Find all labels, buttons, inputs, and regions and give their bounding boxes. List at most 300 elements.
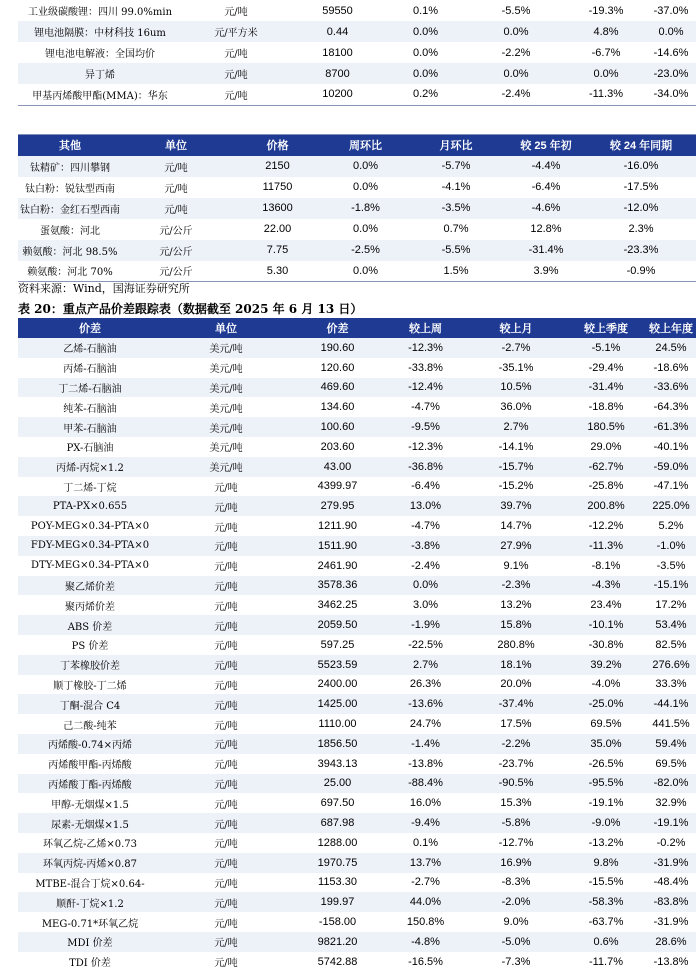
table-cell: 24.5% [655, 341, 687, 354]
table-cell: -13.8% [653, 955, 689, 968]
table-cell: -47.1% [653, 480, 689, 493]
table-cell: -8.1% [591, 559, 621, 572]
table-cell: -1.0% [656, 539, 686, 552]
table-cell: 元/吨 [214, 918, 238, 930]
table-cell: 225.0% [652, 500, 690, 513]
table-cell: 0.2% [385, 84, 466, 105]
table-cell: 美元/吨 [209, 423, 243, 435]
table-cell: 180.5% [587, 421, 625, 434]
table-cell: 0.0% [412, 67, 439, 80]
table-cell: 丙烯-石脑油 [63, 364, 117, 376]
table2-header-row [18, 135, 696, 156]
table-cell: 59.4% [655, 737, 687, 750]
table-cell: 190.60 [320, 341, 355, 354]
table-cell: 27.9% [500, 539, 532, 552]
table-cell: -31.9% [653, 916, 689, 928]
table2-header-cell: 较 24 年同期 [586, 135, 696, 156]
table-cell: 150.8% [406, 916, 445, 928]
table-row [18, 240, 696, 261]
table-row [18, 833, 696, 853]
table-cell: -25.8% [588, 480, 624, 493]
table2-header-cell: 较 25 年初 [506, 135, 586, 156]
table-cell: 4.8% [593, 25, 619, 38]
table-caption: 表 20：重点产品价差跟踪表（数据截至 2025 年 6 月 13 日） [18, 302, 363, 316]
table-cell: -3.5% [441, 202, 471, 214]
table-cell: -4.4% [531, 160, 561, 172]
table-cell: 纯苯-石脑油 [63, 403, 117, 415]
table-cell: 13.2% [500, 599, 532, 612]
table-cell: -13.8% [408, 757, 443, 770]
table-cell: 顺丁橡胶-丁二烯 [53, 680, 127, 692]
table-cell: 元/吨 [214, 878, 238, 890]
table-cell: 69.5% [590, 718, 622, 731]
table-row [18, 198, 696, 219]
table-cell: -12.4% [408, 381, 443, 394]
table3-header-cell: 较上季度 [566, 318, 646, 338]
table3-header-cell: 较上月 [466, 318, 566, 338]
table-cell: 5523.59 [317, 658, 358, 671]
table-cell: 29.0% [590, 440, 622, 453]
table-cell: 15.3% [500, 797, 532, 810]
table-cell: -1.4% [411, 737, 440, 750]
table-cell: 环氧丙烷-丙烯×0.87 [42, 859, 138, 871]
table-cell: 16.9% [500, 856, 532, 869]
table-cell: -30.8% [588, 638, 624, 651]
table-row [18, 556, 696, 576]
table-cell: 1856.50 [317, 737, 358, 750]
table-cell: 元/吨 [224, 49, 248, 60]
table-cell: -5.5% [501, 4, 531, 17]
table-cell: 0.1% [412, 4, 439, 17]
table-row [18, 873, 696, 893]
table-cell: -3.8% [411, 539, 440, 552]
table-row [18, 714, 696, 734]
table-cell: -7.3% [501, 955, 531, 968]
table-cell: 元/吨 [214, 502, 238, 514]
table-cell: -83.8% [653, 896, 689, 909]
table-cell: PTA-PX×0.655 [52, 500, 128, 512]
table-cell: -15.1% [653, 579, 689, 592]
table-cell: 元/吨 [164, 204, 188, 216]
table-cell: 丙烯酸丁酯-丙烯酸 [48, 779, 132, 791]
table-cell: 1511.90 [318, 539, 357, 552]
table-cell: 元/平方米 [214, 28, 258, 39]
table-cell: -35.1% [498, 361, 534, 374]
table-cell: -4.6% [531, 202, 561, 214]
table-cell: 丁酮-混合 C4 [59, 700, 121, 712]
table-cell: -2.7% [501, 341, 531, 354]
table-cell: 锂电池隔膜：中材科技 16um [34, 28, 166, 39]
table-cell: 0.0% [352, 223, 379, 235]
table-cell: -6.4% [411, 480, 440, 493]
table-cell: 5.30 [230, 261, 325, 282]
table-cell: 18.1% [500, 658, 532, 671]
table-cell: 聚乙烯价差 [65, 581, 115, 593]
table-cell: 1211.90 [318, 520, 357, 533]
table-row [18, 378, 696, 398]
table-cell: 赖氨酸：河北 70% [18, 261, 122, 282]
table-cell: 13.7% [409, 856, 442, 869]
table-row [18, 496, 696, 516]
table-cell: 36.0% [500, 401, 532, 414]
table-cell: 17.5% [500, 718, 532, 731]
table-cell: 0.0% [325, 261, 406, 282]
table-cell: 尿素-无烟煤×1.5 [51, 819, 129, 831]
table-cell: 100.60 [320, 421, 355, 434]
table-cell: 丙烯-丙烷×1.2 [56, 463, 124, 475]
table-cell: 钛白粉：锐钛型西南 [25, 183, 115, 195]
table-cell: 3462.25 [317, 599, 358, 612]
table-cell: 597.25 [320, 638, 355, 651]
table-cell: POY-MEG×0.34-PTA×0 [30, 520, 150, 532]
table-cell: -23.3% [623, 244, 659, 256]
table-cell: 元/吨 [214, 819, 238, 831]
table-cell: 2.7% [412, 658, 439, 671]
table-cell: -64.3% [653, 401, 689, 414]
table-cell: 0.0% [412, 46, 439, 59]
table-cell: -12.7% [498, 836, 534, 849]
table-cell: -6.7% [591, 46, 621, 59]
table-cell: 200.8% [587, 500, 625, 513]
table-cell: 9.8% [593, 856, 619, 869]
table-cell: 44.0% [409, 896, 442, 909]
table-cell: 元/吨 [214, 799, 238, 811]
table-cell: 39.2% [590, 658, 622, 671]
table-cell: 13.0% [409, 500, 442, 513]
table-cell: 24.7% [409, 718, 442, 731]
table-cell: -31.4% [528, 244, 564, 256]
table-cell: 17.2% [655, 599, 687, 612]
table-cell: 0.6% [593, 935, 619, 948]
table-row [18, 892, 696, 912]
table-row [18, 635, 696, 655]
table-cell: 2059.50 [317, 619, 358, 632]
table-cell: -33.8% [408, 361, 443, 374]
table-cell: 美元/吨 [209, 403, 243, 415]
table-cell: 32.9% [655, 797, 687, 810]
table-cell: -14.6% [653, 46, 689, 59]
table-row [18, 156, 696, 177]
table-cell: 9821.20 [317, 935, 358, 948]
table-cell: 276.6% [652, 658, 690, 671]
table3-header-cell: 单位 [162, 318, 290, 338]
table-cell: -1.8% [351, 202, 380, 214]
table-cell: -2.4% [411, 559, 440, 572]
table-cell: -90.5% [498, 777, 534, 790]
table-cell: 469.60 [320, 381, 355, 394]
table-row [18, 655, 696, 675]
table-cell: 丙烯酸-0.74×丙烯 [47, 740, 133, 752]
table-cell: 0.0% [503, 67, 529, 80]
table-cell: 元/吨 [214, 898, 238, 910]
table-cell: -4.0% [591, 678, 621, 691]
table2-body [18, 156, 696, 282]
table3-header-row [18, 318, 696, 338]
table-cell: 3.0% [412, 599, 439, 612]
table-cell: -61.3% [653, 421, 689, 434]
table-cell: 0.0% [352, 181, 379, 193]
table3-header-cell: 价差 [18, 318, 162, 338]
table-cell: 工业级碳酸锂：四川 99.0%min [27, 7, 173, 18]
table-cell: -5.8% [501, 817, 531, 830]
table-cell: -59.0% [653, 460, 689, 473]
table-row [18, 417, 696, 437]
table-cell: -14.1% [498, 440, 534, 453]
table-cell: -82.0% [653, 777, 689, 790]
table-cell: 元/吨 [214, 859, 238, 871]
table-cell: 9.1% [503, 559, 529, 572]
table-row [18, 0, 696, 21]
table-cell: -12.3% [408, 341, 443, 354]
table-cell: -2.7% [411, 876, 440, 889]
table-cell: -4.7% [411, 520, 440, 533]
table-row [18, 477, 696, 497]
table-cell: 82.5% [655, 638, 687, 651]
table-cell: 元/公斤 [159, 246, 193, 258]
table-cell: -48.4% [653, 876, 689, 889]
table-cell: -36.8% [408, 460, 443, 473]
table-cell: 33.3% [655, 678, 687, 691]
table-cell: 1288.00 [317, 836, 358, 849]
table-cell: -2.2% [501, 46, 531, 59]
table-cell: 2461.90 [317, 559, 358, 572]
table-cell: 美元/吨 [209, 344, 243, 356]
table-cell: 蛋氨酸：河北 [40, 225, 100, 237]
table-cell: -9.4% [411, 817, 440, 830]
table-cell: 39.7% [500, 500, 532, 513]
table-cell: 69.5% [655, 757, 687, 770]
table-cell: 元/吨 [214, 601, 238, 613]
table-cell: 美元/吨 [209, 383, 243, 395]
table-cell: -18.8% [588, 401, 624, 414]
table-cell: 26.3% [409, 678, 442, 691]
table3-header-cell: 较上年度 [646, 318, 696, 338]
table-cell: 聚丙烯价差 [65, 601, 115, 613]
table-cell: 元/公斤 [159, 225, 193, 237]
table-cell: 元/吨 [214, 621, 238, 633]
table-cell: 3578.36 [317, 579, 358, 592]
table-row [18, 219, 696, 240]
table-cell: 1.5% [406, 261, 506, 282]
table-cell: 元/吨 [214, 542, 238, 554]
table-cell: -15.7% [498, 460, 534, 473]
table-cell: 3.9% [506, 261, 586, 282]
table-cell: -19.3% [588, 4, 624, 17]
table-cell: -4.8% [411, 935, 440, 948]
table-cell: 元/吨 [214, 680, 238, 692]
table-cell: 5.2% [658, 520, 684, 533]
table-cell: 3943.13 [317, 757, 358, 770]
table-cell: 1425.00 [317, 698, 358, 711]
table-cell: -40.1% [653, 440, 689, 453]
table-cell: 7.75 [266, 244, 289, 256]
table2-header-cell: 单位 [122, 135, 230, 156]
table-cell: 2.3% [628, 223, 654, 235]
table-cell: 元/公斤 [122, 261, 230, 282]
table-row [18, 338, 696, 358]
table-cell: -63.7% [588, 916, 624, 928]
table-cell: 元/吨 [214, 779, 238, 791]
table-cell: -29.4% [588, 361, 624, 374]
table-cell: 元/吨 [214, 641, 238, 653]
table-cell: 279.95 [320, 500, 355, 513]
table-cell: 15.8% [500, 619, 532, 632]
table-cell: 钛白粉：金红石型西南 [20, 204, 120, 216]
table-cell: -0.2% [656, 836, 686, 849]
table2-header-cell: 周环比 [325, 135, 406, 156]
table-cell: 异丁烯 [85, 70, 115, 81]
table-cell: 元/吨 [214, 740, 238, 752]
table-row [18, 853, 696, 873]
table-cell: 280.8% [497, 638, 535, 651]
table-cell: -12.3% [408, 440, 443, 453]
table-cell: 23.4% [590, 599, 622, 612]
table-cell: -16.0% [623, 160, 659, 172]
table-cell: MEG-0.71*环氧乙烷 [41, 918, 139, 930]
table-cell: 甲醇-无烟煤×1.5 [51, 799, 129, 811]
table-cell: 丁苯橡胶价差 [60, 661, 120, 673]
table-price-spread [18, 318, 696, 972]
table3-header-cell: 较上周 [385, 318, 466, 338]
table-cell: 1970.75 [317, 856, 358, 869]
table-cell: 甲基丙烯酸甲酯(MMA)：华东 [18, 84, 182, 105]
table-row [18, 615, 696, 635]
table-cell: 22.00 [263, 223, 292, 235]
table-cell: -15.5% [588, 876, 624, 889]
table-cell: -44.1% [653, 698, 689, 711]
table-cell: 美元/吨 [209, 443, 243, 455]
table-row [18, 793, 696, 813]
table-cell: -19.1% [588, 797, 624, 810]
table-cell: -2.3% [501, 579, 531, 592]
table-cell: -58.3% [588, 896, 624, 909]
table-cell: 元/吨 [214, 700, 238, 712]
table-cell: -22.5% [408, 638, 443, 651]
table-cell: 2150 [265, 160, 290, 172]
table-cell: 顺酐-丁烷×1.2 [56, 898, 124, 910]
table-cell: 9.0% [503, 916, 529, 928]
table-cell: -4.7% [411, 401, 440, 414]
table-cell: MTBE-混合丁烷×0.64- [35, 878, 145, 890]
table-cell: -5.0% [501, 935, 531, 948]
table-cell: -31.4% [588, 381, 624, 394]
table-cell: -158.00 [318, 916, 357, 928]
table-cell: -2.2% [501, 737, 531, 750]
table-lithium-materials [18, 0, 696, 106]
table-row [18, 595, 696, 615]
table-cell: 元/吨 [164, 183, 188, 195]
table-cell: -34.0% [646, 84, 696, 105]
table-cell: PX-石脑油 [66, 443, 114, 455]
table-cell: 1153.30 [318, 876, 357, 889]
table-cell: 43.00 [323, 460, 352, 473]
table-cell: -15.2% [498, 480, 534, 493]
table-cell: 美元/吨 [209, 463, 243, 475]
table-cell: -25.0% [588, 698, 624, 711]
table-cell: 0.44 [326, 25, 349, 38]
table-row [18, 754, 696, 774]
table-row [18, 694, 696, 714]
table-cell: 0.7% [443, 223, 469, 235]
table-cell: -95.5% [588, 777, 624, 790]
table-cell: TDI 价差 [69, 958, 111, 970]
table-row [18, 261, 696, 282]
table-cell: 20.0% [500, 678, 532, 691]
table-row [18, 576, 696, 596]
table-cell: 13600 [262, 202, 293, 214]
table-cell: -88.4% [408, 777, 443, 790]
table-others [18, 134, 696, 282]
table-row [18, 675, 696, 695]
table-cell: 199.97 [320, 896, 355, 909]
table-row [18, 932, 696, 952]
table-cell: 28.6% [655, 935, 687, 948]
table-cell: 59550 [322, 4, 353, 17]
table-row [18, 437, 696, 457]
table-cell: -4.1% [441, 181, 471, 193]
table-row [18, 912, 696, 932]
table2-header-cell: 其他 [18, 135, 122, 156]
table-cell: FDY-MEG×0.34-PTA×0 [30, 540, 150, 552]
table-cell: 元/吨 [214, 938, 238, 950]
table-cell: -11.3% [588, 539, 624, 552]
table-cell: -0.9% [586, 261, 696, 282]
table-cell: -23.0% [653, 67, 689, 80]
table-cell: 441.5% [652, 718, 690, 731]
table-cell: -37.0% [653, 4, 689, 17]
table-cell: 元/吨 [214, 661, 238, 673]
table-cell: -13.6% [408, 698, 443, 711]
table1-body [18, 0, 696, 105]
table-cell: 5742.88 [317, 955, 358, 968]
table-cell: -31.9% [653, 856, 689, 869]
table-cell: -9.0% [591, 817, 621, 830]
table-cell: -2.0% [501, 896, 531, 909]
table-cell: -11.3% [566, 84, 646, 105]
table-cell: -6.4% [531, 181, 561, 193]
table-cell: 元/吨 [214, 482, 238, 494]
table-cell: -33.6% [653, 381, 689, 394]
table-cell: 元/吨 [224, 70, 248, 81]
table-cell: 甲苯-石脑油 [63, 423, 117, 435]
table-cell: 1110.00 [318, 718, 357, 731]
table-cell: 丁二烯-石脑油 [58, 383, 122, 395]
table-cell: 元/吨 [214, 958, 238, 970]
table-cell: 乙烯-石脑油 [63, 344, 117, 356]
table-cell: -9.5% [411, 421, 440, 434]
table-cell: -62.7% [588, 460, 624, 473]
table-cell: 8700 [325, 67, 350, 80]
table2-header-cell: 价格 [230, 135, 325, 156]
table-cell: -2.5% [351, 244, 380, 256]
table-row [18, 358, 696, 378]
table-cell: -5.5% [441, 244, 471, 256]
table3-header-cell: 价差 [290, 318, 385, 338]
table-cell: 203.60 [320, 440, 355, 453]
table-cell: 2.7% [503, 421, 529, 434]
table-cell: -12.2% [588, 520, 624, 533]
table-cell: 元/吨 [182, 84, 290, 105]
table-cell: 己二酸-纯苯 [63, 720, 117, 732]
table-cell: -2.4% [466, 84, 566, 105]
table-cell: 锂电池电解液：全国均价 [45, 49, 155, 60]
table-cell: 53.4% [655, 619, 687, 632]
table-cell: 14.7% [500, 520, 532, 533]
table-row [18, 397, 696, 417]
table-cell: -18.6% [653, 361, 689, 374]
table-row [18, 774, 696, 794]
table-cell: 赖氨酸：河北 98.5% [22, 246, 118, 258]
